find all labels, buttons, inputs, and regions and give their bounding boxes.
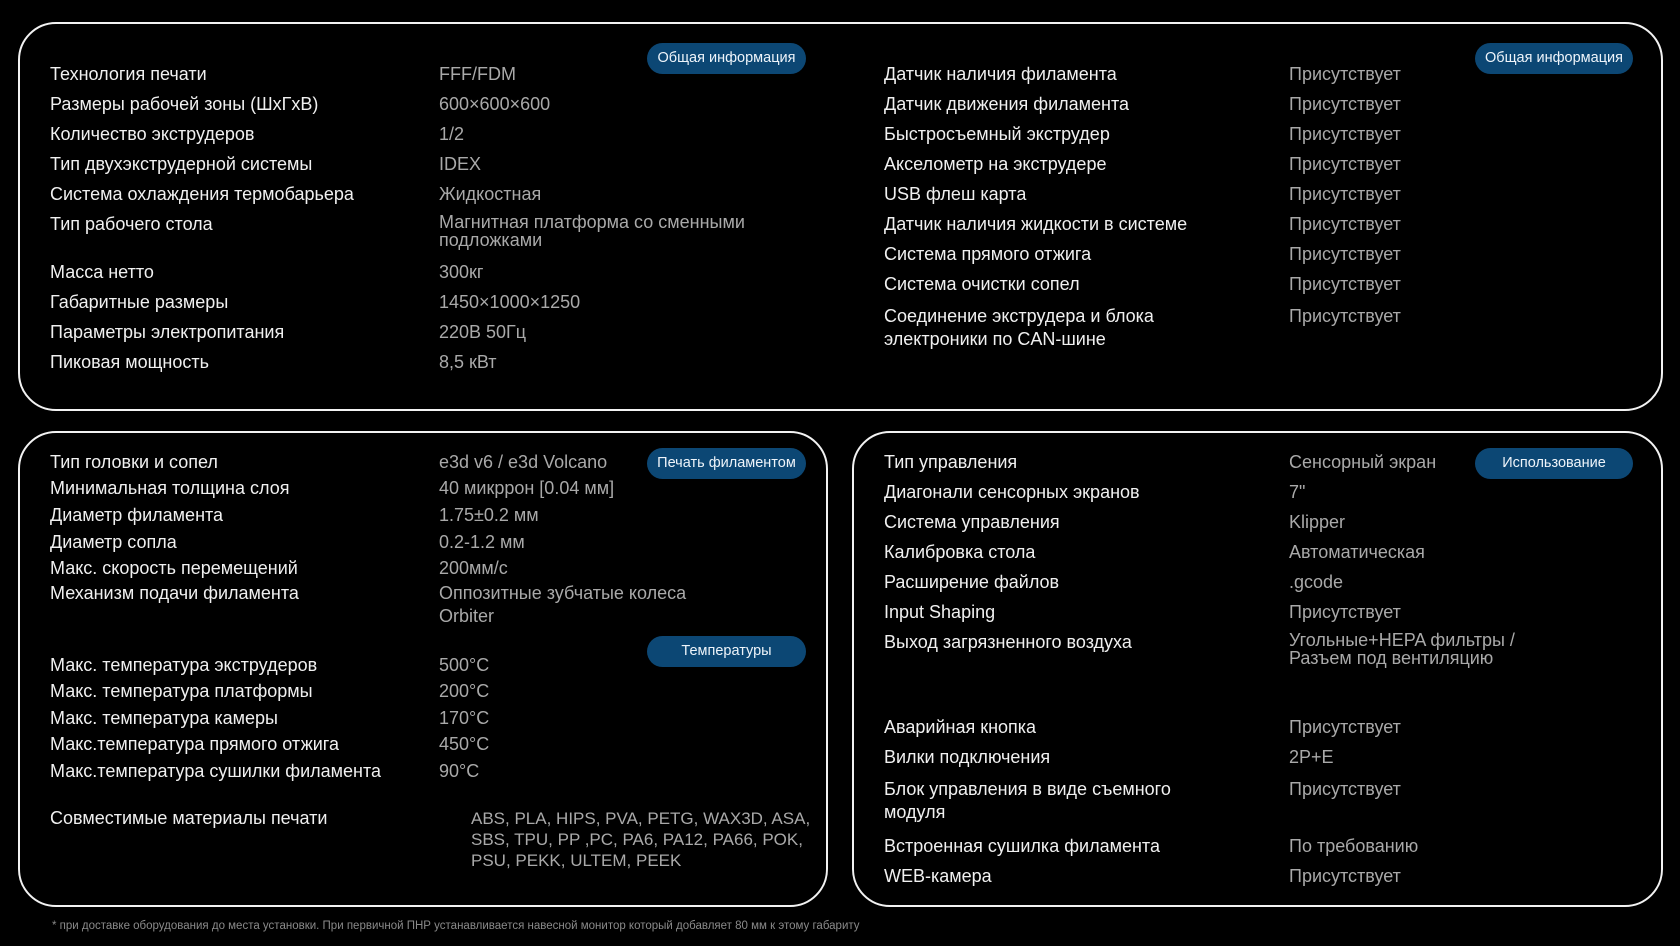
- general-right-row-value: Присутствует: [1289, 274, 1401, 294]
- general-left-row-label: Пиковая мощность: [50, 352, 209, 372]
- general-right-row-value: Присутствует: [1289, 184, 1401, 204]
- general-left-row-value: Жидкостная: [439, 184, 542, 204]
- usage-row-value: 7": [1289, 482, 1306, 502]
- general-left-row-value: 8,5 кВт: [439, 352, 497, 372]
- footnote: * при доставке оборудования до места установки. При первичной ПНР устанавливается навесной монитор который добавляет 80 мм к этому габариту: [52, 920, 860, 932]
- usage-row-label: Input Shaping: [884, 602, 996, 622]
- filament-row-label: Механизм подачи филамента: [50, 583, 299, 603]
- usage-row-label: Блок управления в виде съемного модуля: [884, 779, 1171, 822]
- usage-row-label: Расширение файлов: [884, 572, 1060, 592]
- usage-row-label: Калибровка стола: [884, 542, 1036, 562]
- general-left-row-label: Масса нетто: [50, 262, 154, 282]
- general-right-row-label: Быстросъемный экструдер: [884, 124, 1110, 144]
- usage-row-value: Присутствует: [1289, 602, 1401, 622]
- temperature-row-label: Макс.температура сушилки филамента: [50, 761, 382, 781]
- temperature-row-value: 90°C: [439, 761, 480, 781]
- general-right-row-value: Присутствует: [1289, 94, 1401, 114]
- general-info-badge-left[interactable]: Общая информация: [647, 43, 806, 74]
- filament-print-badge[interactable]: Печать филаментом: [647, 448, 806, 479]
- general-left-row-value: IDEX: [439, 154, 482, 174]
- usage-row-value: Сенсорный экран: [1289, 452, 1437, 472]
- general-right-row-value: Присутствует: [1289, 306, 1401, 326]
- filament-row-label: Диаметр филамента: [50, 505, 224, 525]
- general-right-row-value: Присутствует: [1289, 124, 1401, 144]
- general-left-row-label: Тип рабочего стола: [50, 214, 213, 234]
- usage-row-label: Диагонали сенсорных экранов: [884, 482, 1140, 502]
- usage-row-value: Угольные+HEPA фильтры / Разъем под вентиляцию: [1289, 630, 1515, 668]
- usage-row-label: Тип управления: [884, 452, 1018, 472]
- general-right-row-label: Датчик наличия жидкости в системе: [884, 214, 1188, 234]
- general-right-row-label: Датчик движения филамента: [884, 94, 1130, 114]
- materials-value: ABS, PLA, HIPS, PVA, PETG, WAX3D, ASA, SBS, TPU, PP ,PC, PA6, PA12, PA66, POK, PSU, PEKK, ULTEM, PEEK: [471, 809, 811, 870]
- materials-label: Совместимые материалы печати: [50, 808, 328, 828]
- temperature-row-label: Макс. температура камеры: [50, 708, 278, 728]
- usage-row-label: Аварийная кнопка: [884, 717, 1037, 737]
- filament-row-value: 1.75±0.2 мм: [439, 505, 539, 525]
- usage-row-label: Вилки подключения: [884, 747, 1051, 767]
- usage-row-value: Klipper: [1289, 512, 1346, 532]
- general-right-row-label: Система прямого отжига: [884, 244, 1092, 264]
- usage-row-value: Автоматическая: [1289, 542, 1425, 562]
- general-left-row-label: Параметры электропитания: [50, 322, 285, 342]
- general-left-row-value: 1/2: [439, 124, 465, 144]
- general-left-row-value: 300кг: [439, 262, 484, 282]
- temperature-row-value: 170°C: [439, 708, 490, 728]
- usage-row-value: Присутствует: [1289, 779, 1401, 799]
- general-right-row-value: Присутствует: [1289, 64, 1401, 84]
- filament-row-label: Тип головки и сопел: [50, 452, 218, 472]
- general-left-row-value: 220В 50Гц: [439, 322, 527, 342]
- general-left-row-value: 600×600×600: [439, 94, 551, 114]
- usage-row-value: Присутствует: [1289, 866, 1401, 886]
- temperature-row-value: 200°C: [439, 681, 490, 701]
- usage-row-value: Присутствует: [1289, 717, 1401, 737]
- usage-badge[interactable]: Использование: [1475, 448, 1633, 479]
- usage-row-label: Выход загрязненного воздуха: [884, 632, 1132, 652]
- temperature-row-label: Макс. температура экструдеров: [50, 655, 318, 675]
- filament-row-value: 0.2-1.2 мм: [439, 532, 525, 552]
- temperature-row-value: 500°C: [439, 655, 490, 675]
- general-left-row-value: Магнитная платформа со сменными подложками: [439, 212, 745, 250]
- general-left-row-label: Система охлаждения термобарьера: [50, 184, 354, 204]
- usage-row-label: Система управления: [884, 512, 1060, 532]
- usage-row-value: По требованию: [1289, 836, 1419, 856]
- filament-row-value: 40 микррон [0.04 мм]: [439, 478, 615, 498]
- usage-row-label: Встроенная сушилка филамента: [884, 836, 1160, 856]
- general-left-row-label: Габаритные размеры: [50, 292, 229, 312]
- general-right-row-value: Присутствует: [1289, 244, 1401, 264]
- temperatures-badge[interactable]: Температуры: [647, 636, 806, 667]
- general-right-row-label: Акселометр на экструдере: [884, 154, 1107, 174]
- general-left-row-label: Количество экструдеров: [50, 124, 255, 144]
- filament-row-value: Оппозитные зубчатые колеса Orbiter: [439, 583, 687, 626]
- filament-row-label: Макс. скорость перемещений: [50, 558, 298, 578]
- filament-row-value: e3d v6 / e3d Volcano: [439, 452, 608, 472]
- general-right-row-label: Датчик наличия филамента: [884, 64, 1117, 84]
- filament-row-label: Минимальная толщина слоя: [50, 478, 290, 498]
- general-right-row-label: Система очистки сопел: [884, 274, 1080, 294]
- general-right-row-value: Присутствует: [1289, 214, 1401, 234]
- temperature-row-value: 450°C: [439, 734, 490, 754]
- usage-row-value: 2P+E: [1289, 747, 1334, 767]
- general-left-row-label: Технология печати: [50, 64, 207, 84]
- general-right-row-label: Соединение экструдера и блока электроники по CAN-шине: [884, 306, 1154, 349]
- usage-row-value: .gcode: [1289, 572, 1344, 592]
- general-left-row-label: Размеры рабочей зоны (ШхГхВ): [50, 94, 319, 114]
- usage-row-label: WEB-камера: [884, 866, 992, 886]
- filament-row-value: 200мм/с: [439, 558, 508, 578]
- general-info-panel: [18, 22, 1663, 411]
- general-info-badge-right[interactable]: Общая информация: [1475, 43, 1633, 74]
- filament-row-label: Диаметр сопла: [50, 532, 177, 552]
- general-right-row-label: USB флеш карта: [884, 184, 1027, 204]
- general-left-row-label: Тип двухэкструдерной системы: [50, 154, 313, 174]
- temperature-row-label: Макс. температура платформы: [50, 681, 313, 701]
- temperature-row-label: Макс.температура прямого отжига: [50, 734, 339, 754]
- general-left-row-value: 1450×1000×1250: [439, 292, 581, 312]
- general-right-row-value: Присутствует: [1289, 154, 1401, 174]
- general-left-row-value: FFF/FDM: [439, 64, 516, 84]
